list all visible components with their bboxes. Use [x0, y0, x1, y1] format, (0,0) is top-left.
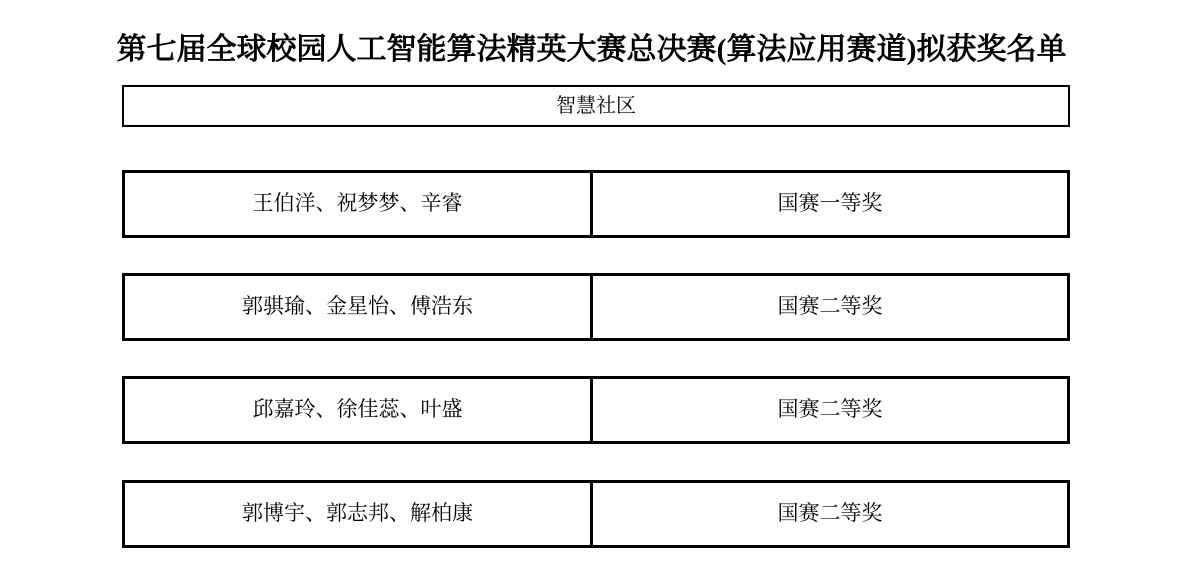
row-award: 国赛二等奖 [777, 397, 883, 422]
row-names: 郭骐瑜、金星怡、傅浩东 [125, 276, 593, 338]
row-names: 邱嘉玲、徐佳蕊、叶盛 [125, 379, 593, 441]
table-row [122, 273, 1070, 341]
category-label: 智慧社区 [556, 95, 636, 117]
row-award: 国赛二等奖 [777, 294, 883, 319]
row-names: 郭博宇、郭志邦、解柏康 [125, 483, 593, 545]
page-title: 第七届全球校园人工智能算法精英大赛总决赛(算法应用赛道)拟获奖名单 [116, 33, 1067, 66]
table-row [122, 376, 1070, 444]
table-row [122, 170, 1070, 238]
category-band [122, 85, 1070, 127]
row-award: 国赛一等奖 [777, 191, 883, 216]
table-row [122, 480, 1070, 548]
row-award: 国赛二等奖 [777, 501, 883, 526]
row-names: 王伯洋、祝梦梦、辛睿 [125, 173, 593, 235]
